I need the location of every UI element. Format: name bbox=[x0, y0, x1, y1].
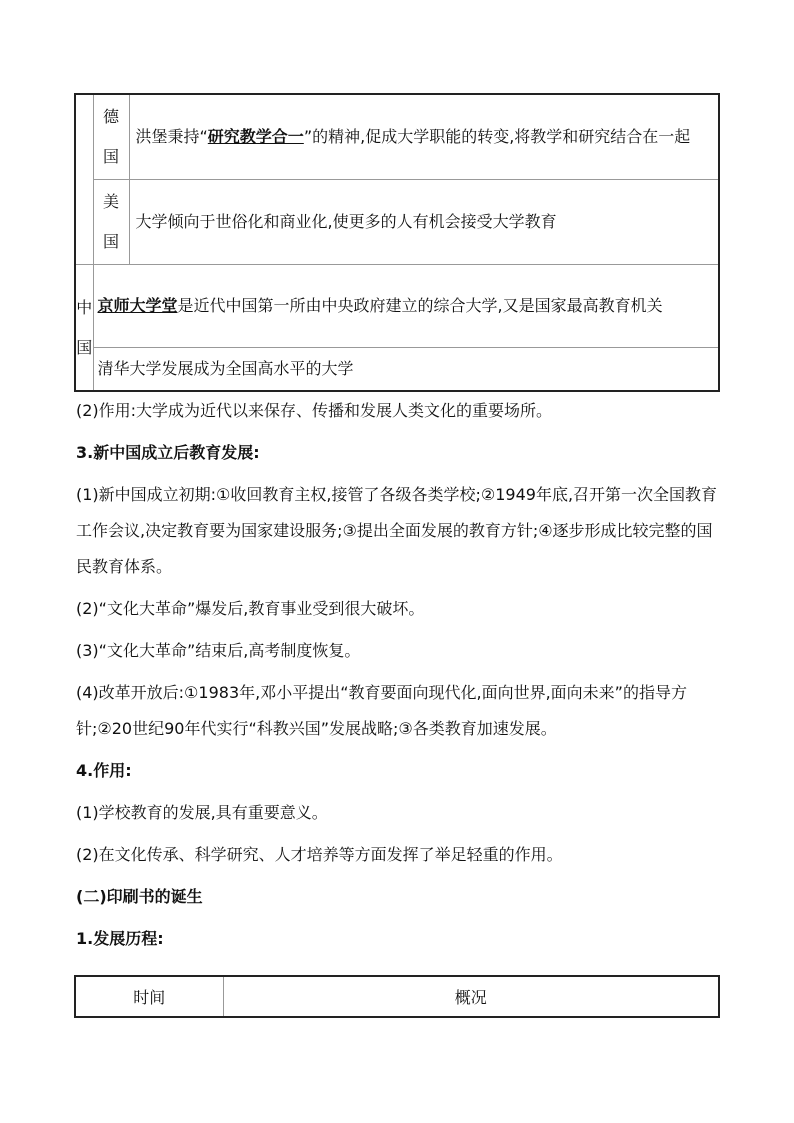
blank-cell bbox=[75, 94, 93, 265]
table-row bbox=[75, 348, 719, 392]
country-char: 德 bbox=[102, 107, 119, 126]
emphasis-text: 京师大学堂 bbox=[97, 296, 178, 315]
country-germany bbox=[93, 94, 129, 180]
table-row bbox=[75, 180, 719, 265]
paragraph: (2)在文化传承、科学研究、人才培养等方面发挥了举足轻重的作用。 bbox=[76, 845, 563, 864]
table-row bbox=[75, 94, 719, 180]
china-content-2: 清华大学发展成为全国高水平的大学 bbox=[93, 348, 719, 392]
paragraph: (1)新中国成立初期:①收回教育主权,接管了各级各类学校;②1949年底,召开第一次全国教育工作会议,决定教育要为国家建设服务;③提出全面发展的教育方针;④逐步形成比较完整的国民教育体系。 bbox=[76, 485, 718, 576]
paragraph: (2)作用:大学成为近代以来保存、传播和发展人类文化的重要场所。 bbox=[76, 401, 553, 420]
country-char: 美 bbox=[102, 192, 119, 211]
china-content-1: 京师大学堂是近代中国第一所由中央政府建立的综合大学,又是国家最高教育机关 bbox=[93, 265, 719, 348]
emphasis-text: 研究教学合一 bbox=[207, 127, 304, 146]
country-char: 国 bbox=[76, 337, 93, 357]
column-header-time: 时间 bbox=[75, 976, 223, 1017]
germany-content: 洪堡秉持“研究教学合一”的精神,促成大学职能的转变,将教学和研究结合在一起 bbox=[129, 94, 719, 180]
section-heading: (二)印刷书的诞生 bbox=[76, 887, 203, 906]
usa-content: 大学倾向于世俗化和商业化,使更多的人有机会接受大学教育 bbox=[129, 180, 719, 265]
country-char: 中 bbox=[76, 297, 93, 317]
table-header-row bbox=[75, 976, 719, 1017]
column-header-overview: 概况 bbox=[223, 976, 719, 1017]
printing-history-table bbox=[74, 975, 720, 1018]
paragraph: (4)改革开放后:①1983年,邓小平提出“教育要面向现代化,面向世界,面向未来”的指导方针;②20世纪90年代实行“科教兴国”发展战略;③各类教育加速发展。 bbox=[76, 683, 687, 738]
body-text bbox=[76, 393, 726, 957]
paragraph: (3)“文化大革命”结束后,高考制度恢复。 bbox=[76, 641, 361, 660]
country-china bbox=[75, 265, 93, 392]
country-usa bbox=[93, 180, 129, 265]
country-char: 国 bbox=[102, 147, 119, 166]
section-heading: 3.新中国成立后教育发展: bbox=[76, 443, 260, 462]
country-char: 国 bbox=[102, 232, 119, 251]
section-heading: 1.发展历程: bbox=[76, 929, 164, 948]
education-table bbox=[74, 93, 720, 392]
section-heading: 4.作用: bbox=[76, 761, 132, 780]
paragraph: (1)学校教育的发展,具有重要意义。 bbox=[76, 803, 328, 822]
table-row bbox=[75, 265, 719, 348]
paragraph: (2)“文化大革命”爆发后,教育事业受到很大破坏。 bbox=[76, 599, 425, 618]
